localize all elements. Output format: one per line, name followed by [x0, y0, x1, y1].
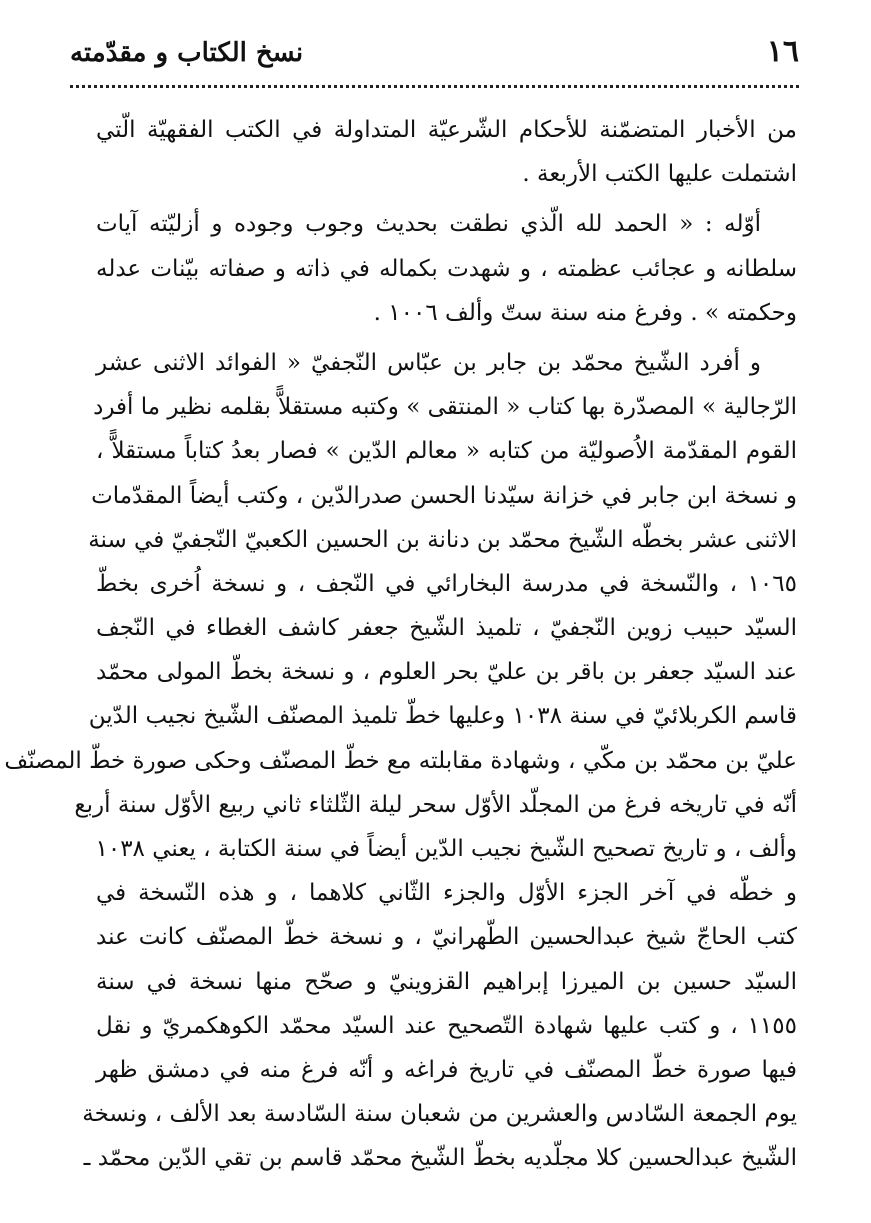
text-line: سلطانه و عجائب عظمته ، و شهدت بكماله في ذاته و صفاته بيّنات عدله: [96, 255, 797, 282]
text-line: اشتملت عليها الكتب الأربعة .: [522, 161, 797, 188]
text-line: من الأخبار المتضمّنة للأحكام الشّرعيّة المتداولة في الكتب الفقهيّة الّتي: [96, 117, 797, 143]
text-line: عند السيّد جعفر بن باقر بن عليّ بحر العلوم ، و نسخة بخطّ المولى محمّد: [96, 659, 797, 686]
text-line: القوم المقدّمة الاُصوليّة من كتابه « معالم الدّين » فصار بعدُ كتاباً مستقلاًّ ،: [96, 438, 797, 465]
running-title: نسخ الكتاب و مقدّمته: [70, 38, 304, 68]
text-line: ١٠٦٥ ، والنّسخة في مدرسة البخارائي في النّجف ، و نسخة اُخرى بخطّ: [96, 570, 797, 597]
text-line: كتب الحاجّ شيخ عبدالحسين الطّهرانيّ ، و نسخة خطّ المصنّف كانت عند: [96, 924, 797, 951]
text-line: فيها صورة خطّ المصنّف في تاريخ فراغه و أنّه فرغ منه في دمشق ظهر: [96, 1056, 797, 1083]
page-header: [70, 34, 799, 88]
text-line: الرّجالية » المصدّرة بها كتاب « المنتقى » وكتبه مستقلاًّ بقلمه نظير ما أفرد: [93, 394, 797, 421]
body-text: [4, 108, 797, 1181]
text-line: يوم الجمعة السّادس والعشرين من شعبان سنة السّادسة بعد الألف ، ونسخة: [82, 1101, 797, 1128]
text-line: و خطّه في آخر الجزء الأوّل والجزء الثّاني كلاهما ، و هذه النّسخة في: [96, 880, 797, 907]
text-line: و أفرد الشّيخ محمّد بن جابر بن عبّاس النّجفيّ « الفوائد الاثنى عشر: [96, 349, 761, 376]
text-line: وحكمته » . وفرغ منه سنة ستّ وألف ١٠٠٦ .: [373, 299, 797, 326]
text-line: السيّد حسين بن الميرزا إبراهيم القزوينيّ و صحّح منها نسخة في سنة: [96, 968, 797, 995]
text-line: و نسخة ابن جابر في خزانة سيّدنا الحسن صدرالدّين ، وكتب أيضاً المقدّمات: [91, 482, 797, 509]
text-line: عليّ بن محمّد بن مكّي ، وشهادة مقابلته مع خطّ المصنّف وحكى صورة خطّ المصنّف: [4, 747, 797, 774]
text-line: أوّله : « الحمد لله الّذي نطقت بحديث وجوب وجوده و أزليّته آيات: [96, 211, 761, 238]
text-line: الاثنى عشر بخطّه الشّيخ محمّد بن دنانة بن الحسين الكعبيّ النّجفيّ في سنة: [88, 526, 797, 553]
text-line: قاسم الكربلائيّ في سنة ١٠٣٨ وعليها خطّ تلميذ المصنّف الشّيخ نجيب الدّين: [88, 703, 797, 730]
text-line: السيّد حبيب زوين النّجفيّ ، تلميذ الشّيخ جعفر كاشف الغطاء في النّجف: [96, 615, 797, 642]
page-number: ١٦: [766, 34, 799, 69]
text-line: ١١٥٥ ، و كتب عليها شهادة التّصحيح عند السيّد محمّد الكوهكمريّ و نقل: [96, 1012, 797, 1039]
text-line: الشّيخ عبدالحسين كلا مجلّديه بخطّ الشّيخ محمّد قاسم بن تقي الدّين محمّد ـ: [83, 1145, 797, 1172]
text-line: أنّه في تاريخه فرغ من المجلّد الأوّل سحر ليلة الثّلثاء ثاني ربيع الأوّل سنة أربع: [74, 791, 797, 818]
header-divider: [70, 85, 799, 88]
text-line: وألف ، و تاريخ تصحيح الشّيخ نجيب الدّين أيضاً في سنة الكتابة ، يعني ١٠٣٨: [95, 836, 797, 862]
